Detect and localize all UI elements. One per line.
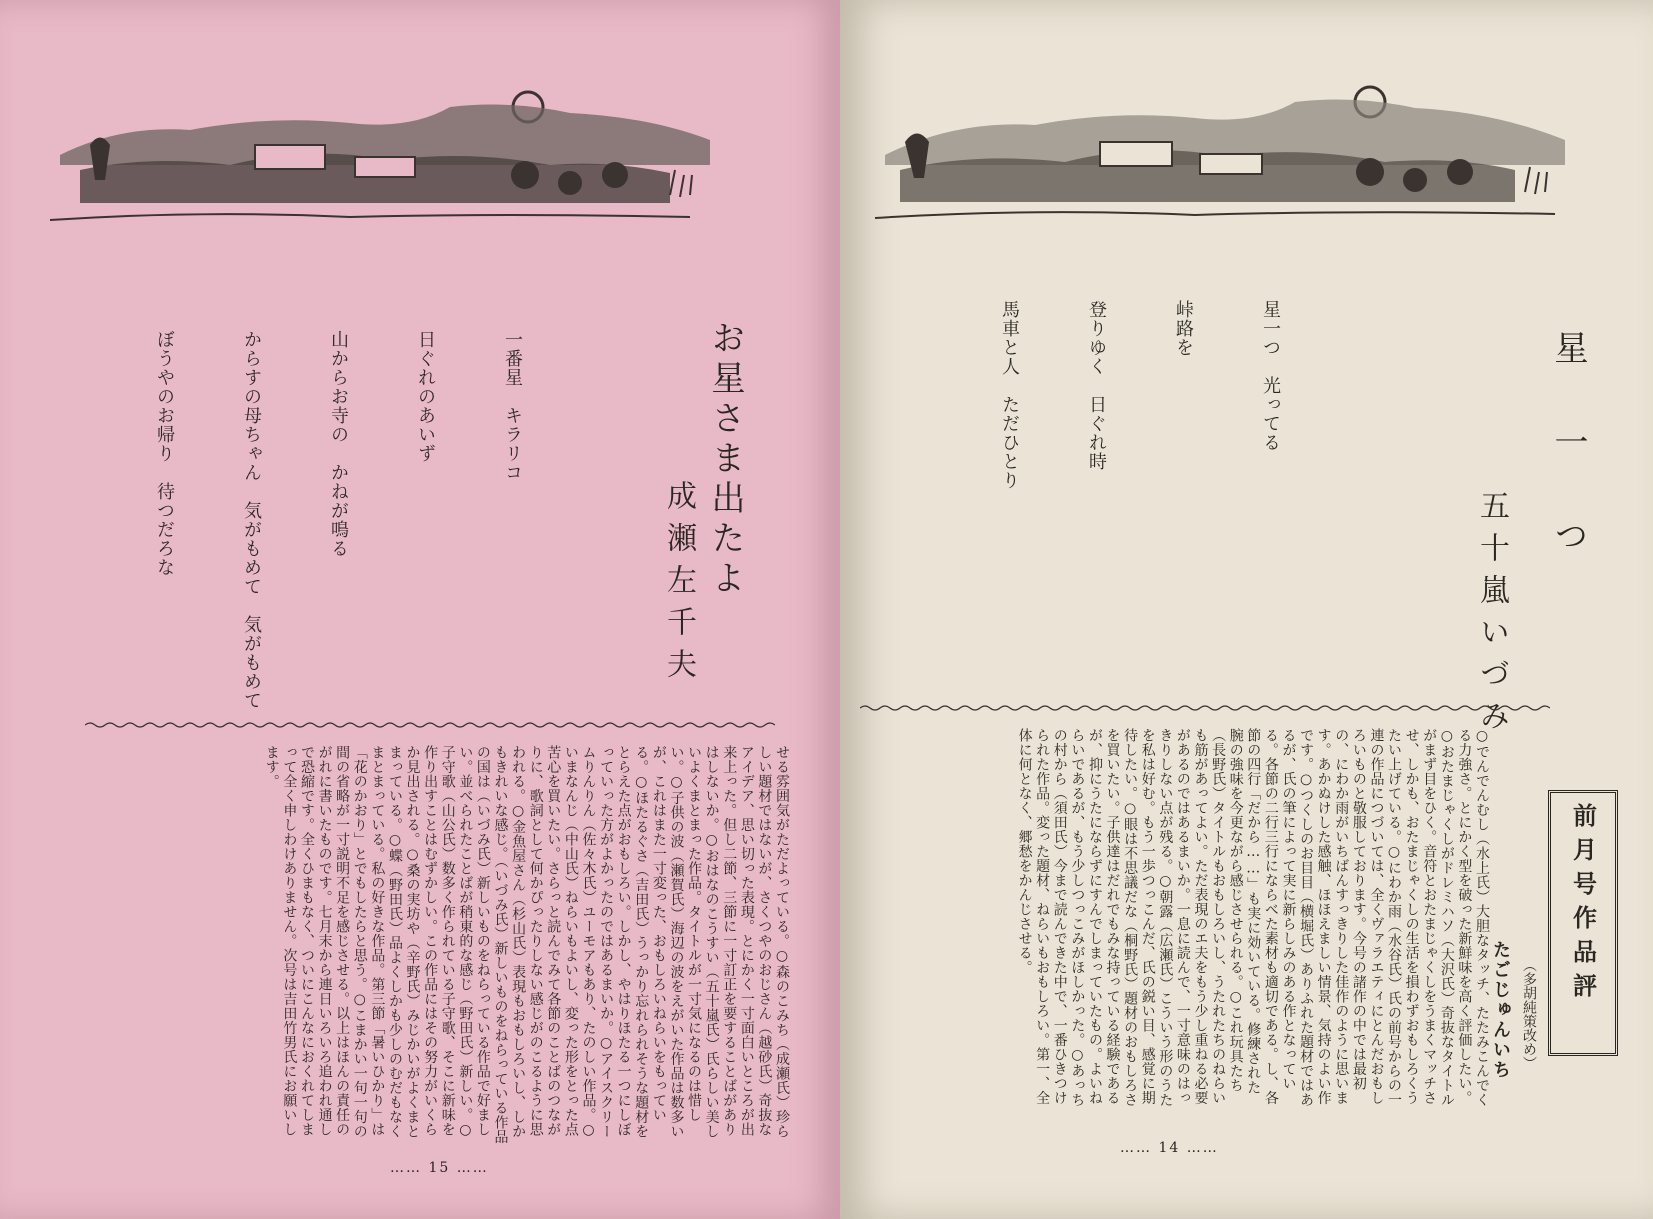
poem-line: 馬車と人 ただひとり (999, 300, 1020, 490)
poem-line: 峠路を (1173, 300, 1194, 357)
reviewer-name: たごじゅんいち (1490, 940, 1511, 1080)
landscape-illustration (50, 85, 740, 235)
poem-body (0, 330, 585, 710)
landscape-illustration (875, 80, 1595, 235)
poem-title: 星一つ (1548, 330, 1588, 612)
poem-line: からすの母ちゃん 気がもめて 気がもめて (241, 330, 262, 710)
poem-body (840, 300, 1343, 600)
poem-line: 山からお寺の かねが鳴る (328, 330, 349, 558)
wavy-divider (860, 703, 1550, 713)
review-text-continued: せる雰囲気がただよっている。○森のこみち（成瀬氏）珍らしい題材ではないが、さくつやのおじさん（越砂氏）奇抜なアイデア、思い切った表現。とにかく一寸面白いところが出来上った。但し二節、三節に一寸訂正を要することばがありはしないか。○おはなのこうすい（五十嵐氏）氏らしい美しいよくまとまった作品。タイトルが一寸気になるのは惜しい。○子供の波（瀬賀氏）海辺の波をえがいた作品は数多いが、これはまた一寸変った、おもしろいねらいをもっている。○ほたるぐさ（吉田氏）うっかり忘れられそうな題材をとらえた点がおもしろい。しかし、やはりほたる一つにしぼっていった方がよかったのではあるまいか。○アイスクリームりんりん（佐々木氏）ユーモアもあり、たのしい作品。○いまなんじ（中山氏）ねらいもよいし、変った形をとった点苦心を買いたい。さらっと読んでみて各節のことばのつながりに、歌詞として何かぴったりしない感じがのこるように思われる。○金魚屋さん（杉山氏）表現もおもしろいし、しかもきれいな感じ。（いづみ氏）新しいものをねらっている作品の国は（いづみ氏）新しいものをねらっている作品で好ましい。並べられたことばが稍東的な感じ（野田氏）新しい。○子守歌（山公氏）数多く作られている子守歌、そこに新味を作り出すことはむずかしい。この作品にはその努力がいくらか見出される。○桑の実坊や（辛野氏）みじかいがよくまとまっている。○蝶（野田氏）品よくしかも少しのむだもなくまとまっている。私の好きな作品。第三節「暑いひかり」は「花のかおり」とでもしたらと思う。○こまかい一句一句の間の省略が一寸説明不足を感じさせる。以上はほんの責任のがれに書いたものです。七月末から連日いろいろ追われ通しで恐縮です。全くひまもなく、ついにこんなにおくれてしまって全く申しわけありません。次号は吉田竹男氏にお願いします。 (263, 745, 790, 1144)
poem-author: 五十嵐いづみ (1474, 490, 1509, 742)
review-heading-box (1548, 790, 1618, 1056)
poem-line: 星一つ 光ってる (1260, 300, 1281, 452)
poem-author: 成瀬左千夫 (661, 480, 696, 690)
poem-line: 一番星 キラリコ (502, 330, 523, 482)
poem-line: 日ぐれのあいず (415, 330, 436, 463)
right-page (840, 0, 1653, 1219)
review-heading: 前月号作品評 (1568, 803, 1598, 1007)
review-text: ○でんでんむし（水上氏）大胆なタッチ、たたみこんでくる力強さ。とにかく型を破った新鮮味を高く評価したい。○おたまじゃくしがドレミハソ（大沢氏）奇抜なタイトルがまず目をひく。音符とおたまじゃくしをうまくマッチさせ、しかも、おたまじゃくしの生活を損わずおもしろくうたい上げている。○にわか雨（水谷氏）氏の前号からの一連の作品につづいては、全くヴァラエティにとんだおもしろいものと敬服しております。今号の諸作の中では最初の、にわか雨がいちばんすっきりした佳作のように思います。あかぬけした感触、ほほえましい情景、気持のよい作です。○つくしのお目目（横堀氏）ありふれた題材ではあるが、氏の筆によって実に新らしみのある作となっている。各節の二行三行にならべた素材も適切である。し、各節の四行「だから……」も実に効いている。修練された腕の強味を今更ながら感じさせられる。○これ玩具たち（長野氏）タイトルもおもしろいし、うたれたちのねらいも筋があってよい。ただ表現のエ夫をもう少し重ねる必要があるのではあるまいか。一息に読んで、一寸意味のはっきりしない点が残る。○朝露（広瀬氏）こういう形のうたを私は好む。もう一歩つっこんだ、氏の鋭い目、感覚に期待したい。○眼は不思議だな（桐野氏）題材のおもしろさを買いたい。子供達はだれでもみな持っている経験であるが、抑にうたにならずにすんでしまっていたもの。よいねらいであるが、もう少しつっこみがほしかった。○あっちの村から（須田氏）今まで読んできた中で、一番ひきつけられた作品。変った題材、ねらいもおもしろい。第一、全体に何となく、郷愁をかんじさせる。 (1016, 728, 1490, 1107)
poem-line: ぼうやのお帰り 待つだろな (154, 330, 175, 577)
poem-line: 登りゆく 日ぐれ時 (1086, 300, 1107, 471)
page-number: …… 14 …… (1120, 1140, 1219, 1156)
page-number: …… 15 …… (390, 1160, 489, 1176)
wavy-divider (85, 720, 775, 730)
reviewer-note: （多胡純策改め） (1521, 958, 1537, 1070)
poem-title: お星さま出たよ (705, 320, 745, 600)
